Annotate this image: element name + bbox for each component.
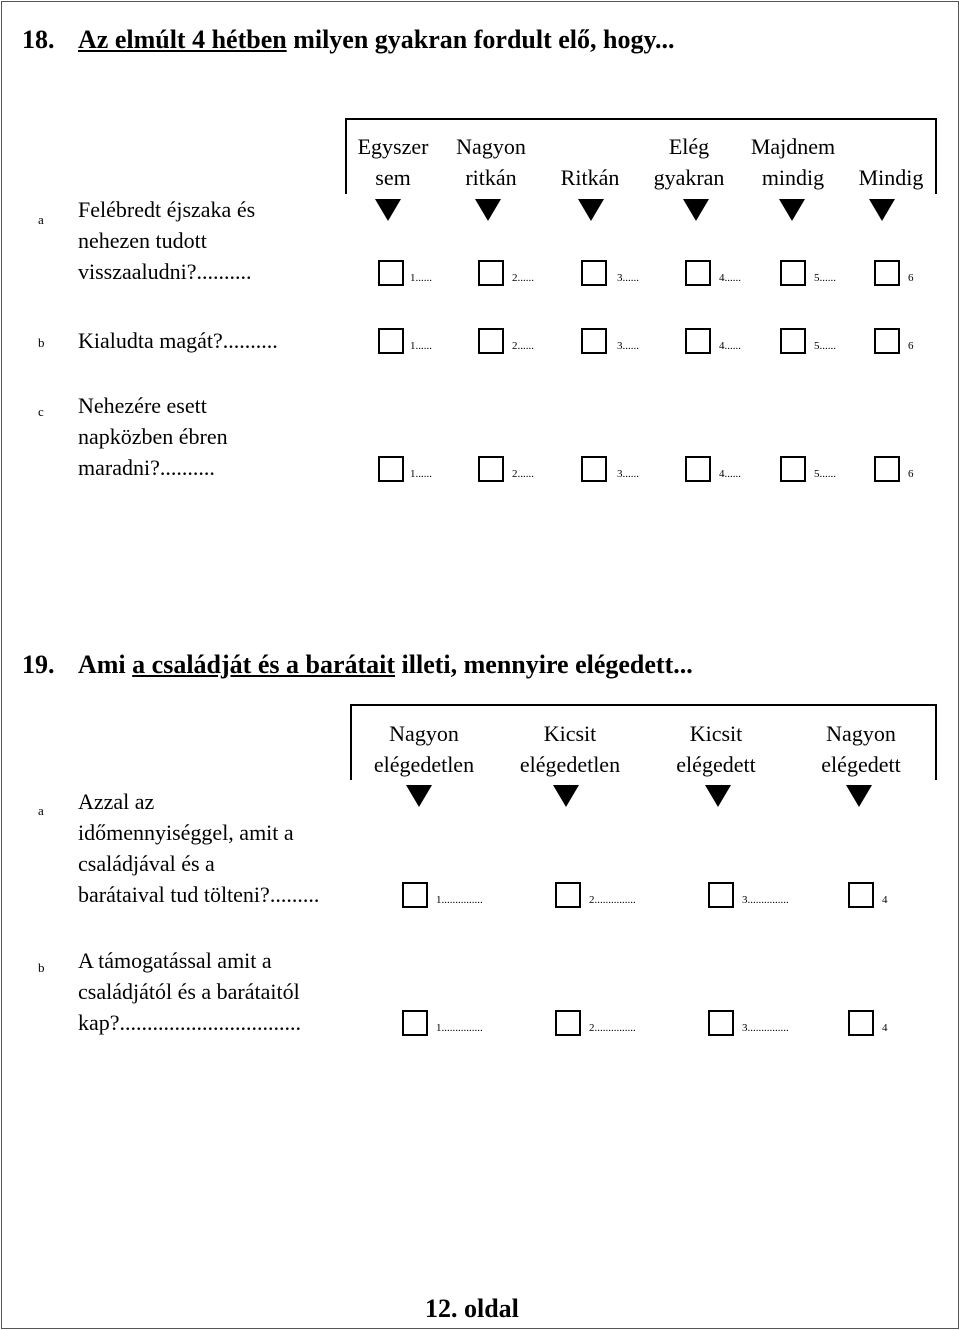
q18-a-option-3-checkbox[interactable] bbox=[581, 260, 607, 286]
q18-col-6: Mindig bbox=[858, 165, 924, 190]
q19-b-option-4-checkbox[interactable] bbox=[848, 1010, 874, 1036]
q18-arrow-down-icon bbox=[779, 199, 805, 221]
q18-number: 18. bbox=[22, 25, 55, 54]
q18-title-rest: milyen gyakran fordult elő, hogy... bbox=[286, 25, 675, 54]
q19-col-2: Kicsit elégedetlen bbox=[519, 721, 621, 777]
item-letter: a bbox=[38, 803, 44, 818]
q19-b-option-3-checkbox[interactable] bbox=[708, 1010, 734, 1036]
q19-col-1: Nagyon elégedetlen bbox=[373, 721, 475, 777]
q19-item-b-text: A támogatással amit a családjától és a barátaitól kap?................................. bbox=[78, 948, 302, 1035]
q18-header-bracket bbox=[345, 118, 937, 194]
option-code: 1............... bbox=[436, 894, 483, 906]
option-code: 4 bbox=[882, 1022, 888, 1034]
option-code: 5...... bbox=[814, 340, 836, 352]
q19-b-option-1-checkbox[interactable] bbox=[402, 1010, 428, 1036]
q18-col-4: Elég gyakran bbox=[653, 134, 725, 190]
q18-item-c-text: Nehezére esett napközben ébren maradni?.......... bbox=[78, 393, 228, 480]
q18-a-option-2-checkbox[interactable] bbox=[478, 260, 504, 286]
option-code: 4 bbox=[882, 894, 888, 906]
q18-arrow-down-icon bbox=[683, 199, 709, 221]
q18-b-option-3-checkbox[interactable] bbox=[581, 328, 607, 354]
option-code: 2...... bbox=[512, 272, 534, 284]
q18-c-option-3-checkbox[interactable] bbox=[581, 456, 607, 482]
item-letter: c bbox=[38, 404, 44, 419]
q18-b-option-1-checkbox[interactable] bbox=[378, 328, 404, 354]
q18-c-option-4-checkbox[interactable] bbox=[685, 456, 711, 482]
item-letter: a bbox=[38, 212, 44, 227]
option-code: 3...... bbox=[617, 468, 639, 480]
q19-a-option-4-checkbox[interactable] bbox=[848, 882, 874, 908]
item-letter: b bbox=[38, 335, 45, 350]
option-code: 5...... bbox=[814, 468, 836, 480]
q18-arrow-down-icon bbox=[578, 199, 604, 221]
q19-arrow-down-icon bbox=[846, 785, 872, 807]
q18-item-b-text: Kialudta magát?.......... bbox=[78, 328, 278, 353]
q18-arrow-down-icon bbox=[375, 199, 401, 221]
q18-arrow-down-icon bbox=[475, 199, 501, 221]
q18-col-1: Egyszer sem bbox=[357, 134, 429, 190]
q18-title-underlined: Az elmúlt 4 hétben bbox=[78, 25, 287, 54]
option-code: 6 bbox=[908, 340, 914, 352]
option-code: 2............... bbox=[589, 1022, 636, 1034]
q18-c-option-2-checkbox[interactable] bbox=[478, 456, 504, 482]
page-number: 12. oldal bbox=[425, 1294, 519, 1323]
q18-a-option-5-checkbox[interactable] bbox=[780, 260, 806, 286]
q18-col-5: Majdnem mindig bbox=[750, 134, 836, 190]
q18-item-a-text: Felébredt éjszaka és nehezen tudott visszaaludni?.......... bbox=[78, 197, 256, 284]
option-code: 2...... bbox=[512, 468, 534, 480]
option-code: 1...... bbox=[410, 272, 432, 284]
q18-b-option-4-checkbox[interactable] bbox=[685, 328, 711, 354]
q19-arrow-down-icon bbox=[553, 785, 579, 807]
q18-a-option-4-checkbox[interactable] bbox=[685, 260, 711, 286]
option-code: 3............... bbox=[742, 894, 789, 906]
q19-number: 19. bbox=[22, 650, 55, 679]
option-code: 3............... bbox=[742, 1022, 789, 1034]
q19-col-4: Nagyon elégedett bbox=[821, 721, 901, 777]
option-code: 6 bbox=[908, 272, 914, 284]
option-code: 4...... bbox=[719, 272, 741, 284]
option-code: 5...... bbox=[814, 272, 836, 284]
q18-b-option-2-checkbox[interactable] bbox=[478, 328, 504, 354]
q18-c-option-1-checkbox[interactable] bbox=[378, 456, 404, 482]
q19-arrow-down-icon bbox=[406, 785, 432, 807]
q19-a-option-2-checkbox[interactable] bbox=[555, 882, 581, 908]
q18-a-option-1-checkbox[interactable] bbox=[378, 260, 404, 286]
option-code: 4...... bbox=[719, 340, 741, 352]
q18-a-option-6-checkbox[interactable] bbox=[874, 260, 900, 286]
q19-a-option-1-checkbox[interactable] bbox=[402, 882, 428, 908]
q18-b-option-6-checkbox[interactable] bbox=[874, 328, 900, 354]
q19-a-option-3-checkbox[interactable] bbox=[708, 882, 734, 908]
q19-b-option-2-checkbox[interactable] bbox=[555, 1010, 581, 1036]
q19-col-3: Kicsit elégedett bbox=[676, 721, 756, 777]
option-code: 6 bbox=[908, 468, 914, 480]
option-code: 3...... bbox=[617, 340, 639, 352]
option-code: 1............... bbox=[436, 1022, 483, 1034]
option-code: 3...... bbox=[617, 272, 639, 284]
q19-title: Ami a családját és a barátait illeti, mennyire elégedett... bbox=[78, 650, 693, 679]
item-letter: b bbox=[38, 960, 45, 975]
q19-item-a-text: Azzal az időmennyiséggel, amit a családjával és a barátaival tud tölteni?......... bbox=[78, 789, 320, 907]
option-code: 2............... bbox=[589, 894, 636, 906]
q18-title bbox=[78, 25, 675, 55]
q18-b-option-5-checkbox[interactable] bbox=[780, 328, 806, 354]
option-code: 1...... bbox=[410, 468, 432, 480]
q19-arrow-down-icon bbox=[705, 785, 731, 807]
option-code: 2...... bbox=[512, 340, 534, 352]
q18-col-2: Nagyon ritkán bbox=[456, 134, 526, 190]
option-code: 4...... bbox=[719, 468, 741, 480]
q18-arrow-down-icon bbox=[869, 199, 895, 221]
q18-c-option-5-checkbox[interactable] bbox=[780, 456, 806, 482]
q18-c-option-6-checkbox[interactable] bbox=[874, 456, 900, 482]
q18-col-3: Ritkán bbox=[560, 165, 620, 190]
option-code: 1...... bbox=[410, 340, 432, 352]
